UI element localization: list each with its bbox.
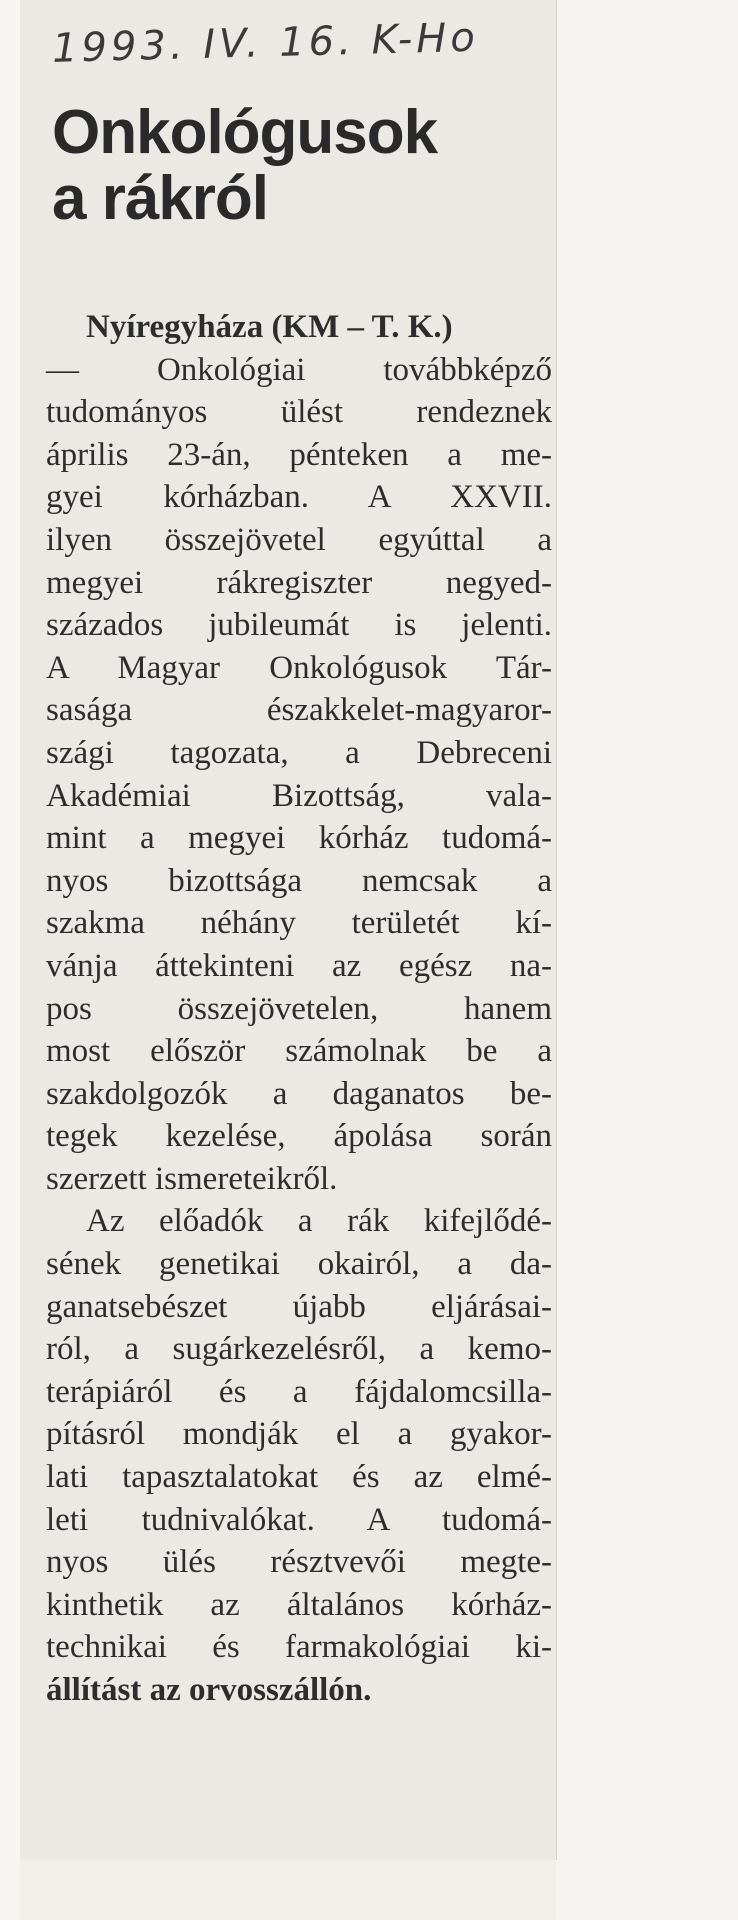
article-line: A Magyar Onkológusok Tár- bbox=[46, 649, 552, 686]
handwritten-date-note: 1993. IV. 16. K-Ho bbox=[51, 14, 480, 72]
right-margin bbox=[556, 0, 738, 1920]
article-line: nyos ülés résztvevői megte- bbox=[46, 1544, 552, 1581]
article-line: terápiáról és a fájdalomcsilla- bbox=[46, 1373, 552, 1410]
article-body bbox=[46, 306, 552, 1712]
article-line: mint a megyei kórház tudomá- bbox=[46, 820, 552, 857]
article-line: Akadémiai Bizottság, vala- bbox=[46, 777, 552, 814]
article-line: szakma néhány területét kí- bbox=[46, 905, 552, 942]
article-line: megyei rákregiszter negyed- bbox=[46, 564, 552, 601]
left-margin bbox=[0, 0, 20, 1920]
article-line: nyos bizottsága nemcsak a bbox=[46, 862, 552, 899]
article-line: sének genetikai okairól, a da- bbox=[46, 1246, 552, 1283]
article-line: vánja áttekinteni az egész na- bbox=[46, 947, 552, 984]
article-line: tegek kezelése, ápolása során bbox=[46, 1118, 552, 1155]
article-line: — Onkológiai továbbképző bbox=[46, 351, 552, 388]
article-line: április 23-án, pénteken a me- bbox=[46, 436, 552, 473]
article-line: pos összejövetelen, hanem bbox=[46, 990, 552, 1027]
article-final-line: állítást az orvosszállón. bbox=[46, 1672, 372, 1708]
article-headline bbox=[52, 100, 532, 232]
article-line: szerzett ismereteikről. bbox=[46, 1160, 338, 1197]
article-line: ilyen összejövetel egyúttal a bbox=[46, 521, 552, 558]
article-line: Az előadók a rák kifejlődé- bbox=[86, 1203, 552, 1240]
article-line: lati tapasztalatokat és az elmé- bbox=[46, 1459, 552, 1496]
headline-line-1: Onkológusok bbox=[52, 98, 438, 167]
article-line: százados jubileumát is jelenti. bbox=[46, 607, 552, 644]
article-line: pításról mondják el a gyakor- bbox=[46, 1416, 552, 1453]
article-line: ganatsebészet újabb eljárásai- bbox=[46, 1288, 552, 1325]
article-line: technikai és farmakológiai ki- bbox=[46, 1629, 552, 1666]
article-line: szakdolgozók a daganatos be- bbox=[46, 1075, 552, 1112]
article-line: sasága északkelet-magyaror- bbox=[46, 692, 552, 729]
article-line: szági tagozata, a Debreceni bbox=[46, 734, 552, 771]
article-dateline: Nyíregyháza (KM – T. K.) bbox=[86, 309, 453, 345]
article-line: tudományos ülést rendeznek bbox=[46, 394, 552, 431]
article-line: kinthetik az általános kórház- bbox=[46, 1586, 552, 1623]
article-line: gyei kórházban. A XXVII. bbox=[46, 479, 552, 516]
article-line: most először számolnak be a bbox=[46, 1033, 552, 1070]
article-line: leti tudnivalókat. A tudomá- bbox=[46, 1501, 552, 1538]
article-line: ról, a sugárkezelésről, a kemo- bbox=[46, 1331, 552, 1368]
headline-line-2: a rákról bbox=[52, 164, 269, 233]
